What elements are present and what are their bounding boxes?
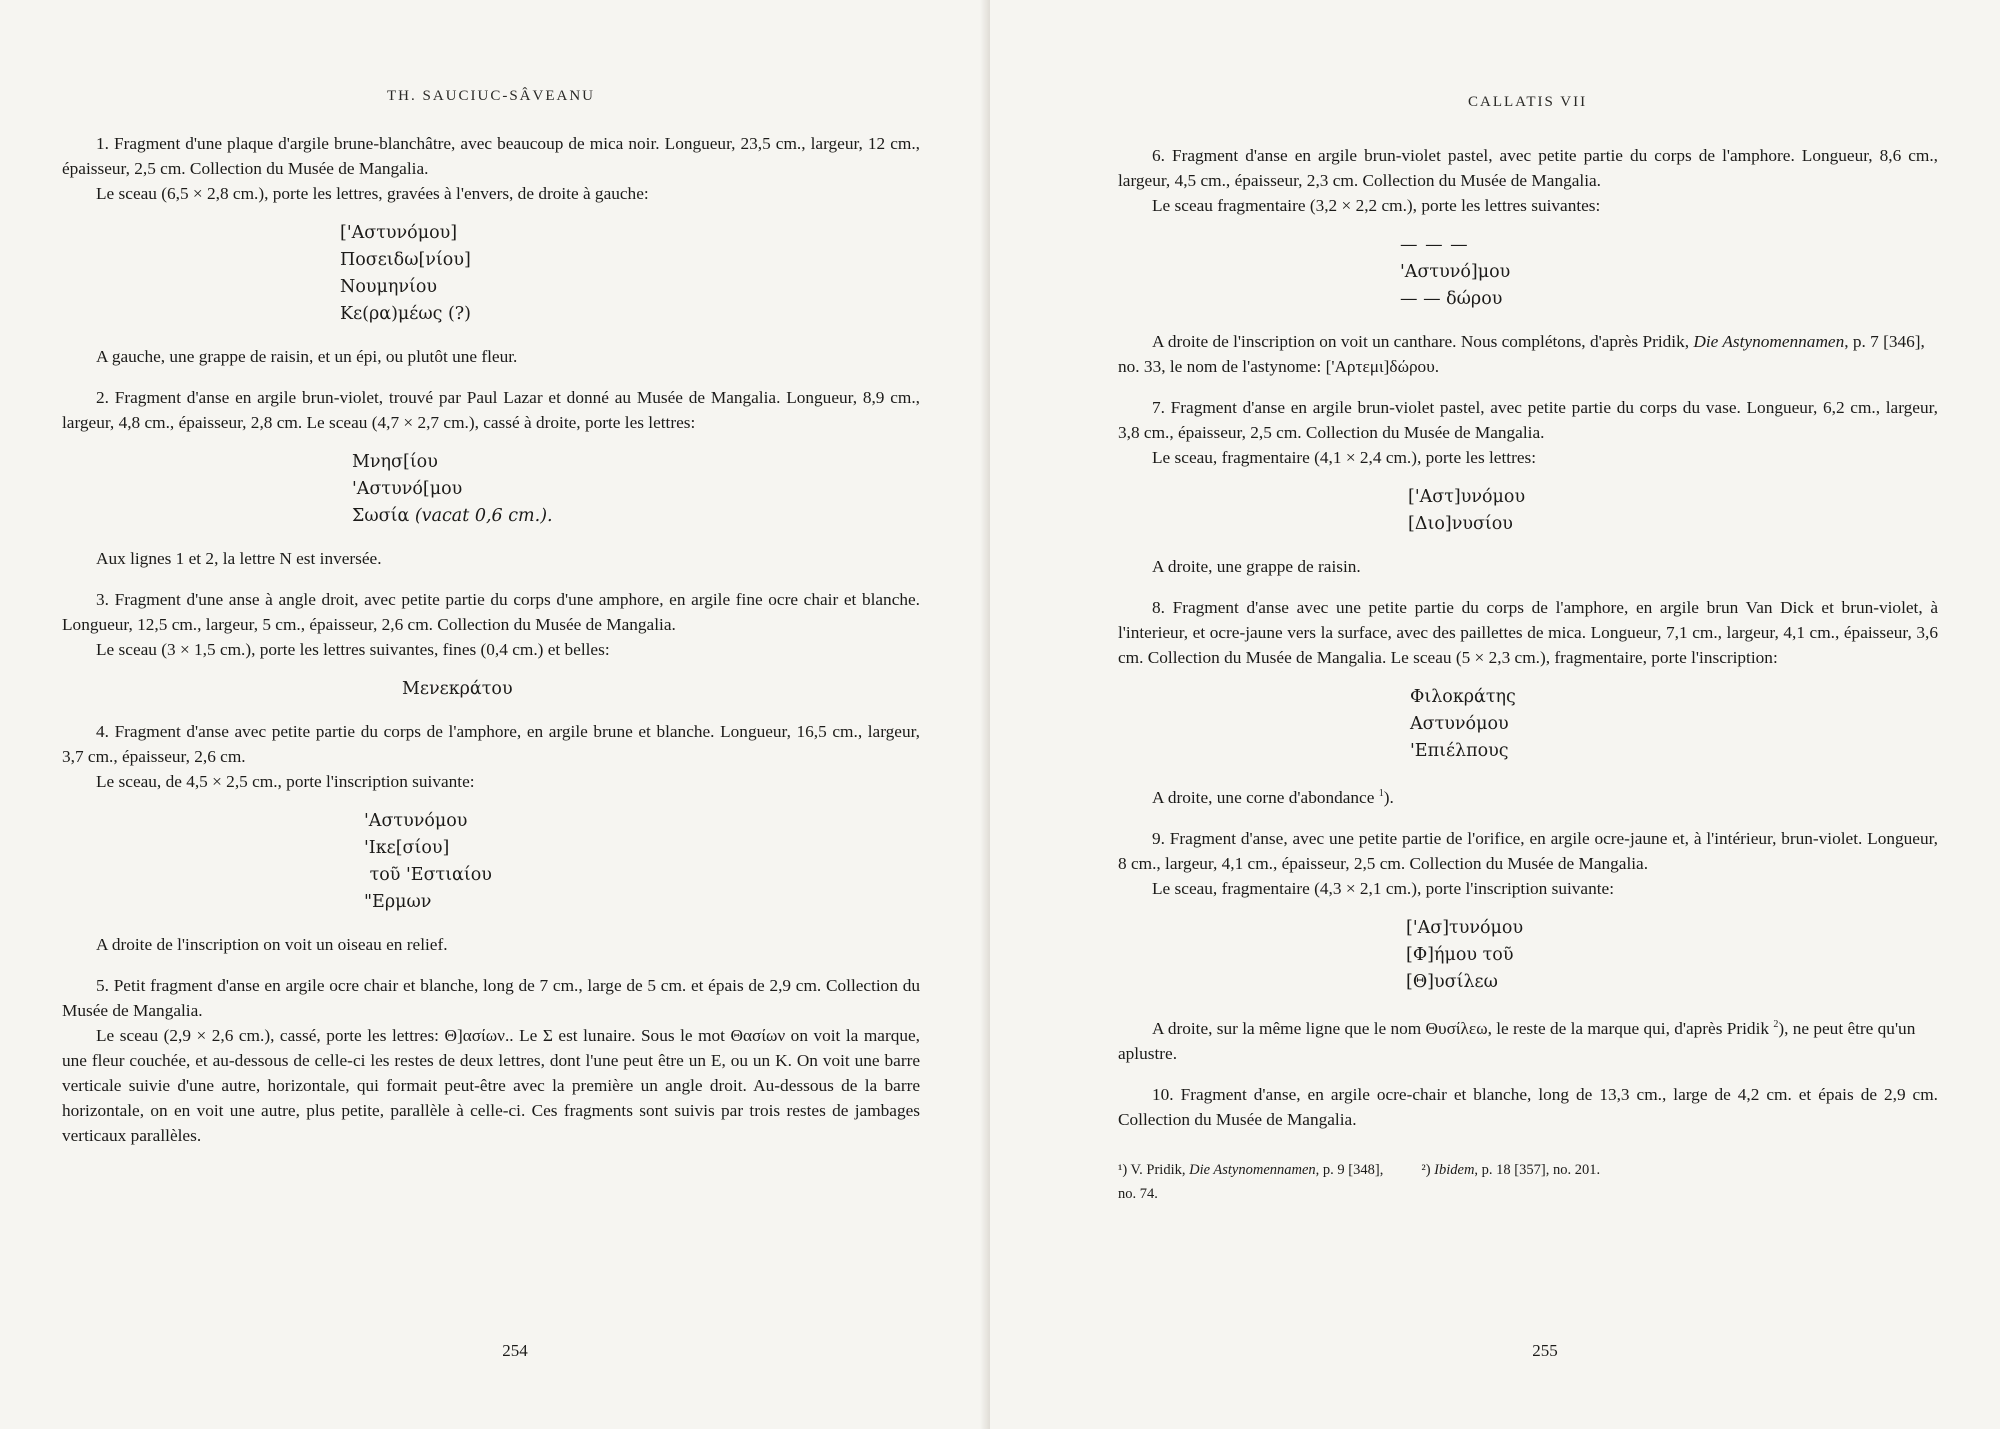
inscription-line: 'Επιέλπους [1410,741,1509,761]
inscription-line: 'Αστυνό]μου [1400,262,1511,282]
footnote-row [1118,1158,1938,1182]
remark-text: , p. 7 [346], no. 33, le nom de l'astynome: ['Αρτεμι]δώρου. [1118,332,1925,376]
vacat-note: (vacat 0,6 cm.). [414,506,553,526]
entry-8 [1118,595,1938,810]
inscription-line: [Διο]νυσίου [1408,514,1513,534]
entry-8-remark [1118,781,1938,810]
inscription-3 [62,676,920,703]
footnote-ref[interactable]: 2 [1773,1018,1779,1030]
remark-text: ). [1383,787,1394,807]
entry-3-description: 3. Fragment d'une anse à angle droit, avec petite partie du corps d'une amphore, en argile fine ocre chair et blanche. Longueur, 12,5 cm., largeur, 5 cm., épaisseur, 2,6 cm. Collection du Musée de Mangalia. [62,590,920,634]
inscription-line: ['Αστυνόμου] [340,223,458,243]
inscription-6 [1118,232,1938,313]
inscription-line: Ποσειδω[νίου] [340,250,471,270]
entry-4-remark: A droite de l'inscription on voit un oiseau en relief. [96,935,448,954]
inscription-9 [1118,915,1938,996]
inscription-line: Νουμηνίου [340,277,438,297]
inscription-word: Σωσία [352,506,410,526]
inscription-line: τοῦ 'Εστιαίου [364,865,492,885]
entry-6-remark [1118,329,1938,379]
footnote-1-pages: , p. 9 [348], [1315,1161,1384,1178]
inscription-line: Μνησ[ίου [352,452,438,472]
footnotes [1118,1158,1938,1206]
footnote-ref[interactable]: 1 [1378,788,1384,799]
inscription-line: Μενεκράτου [402,679,513,699]
page-number-right: 255 [1532,1341,1558,1360]
entry-7-description: 7. Fragment d'anse en argile brun-violet pastel, avec petite partie du corps du vase. Longueur, 6,2 cm., largeur, 3,8 cm., épaisseur, 2,5 cm. Collection du Musée de Mangalia. [1118,398,1938,442]
entry-8-description: 8. Fragment d'anse avec une petite partie du corps de l'amphore, en argile brun Van Dick et brun-violet, à l'interieur, et ocre-jaune vers la surface, avec des paillettes de mica. Longueur, 7,1 cm., largeur, 4,1 cm., épaisseur, 3,6 cm. Collection du Musée de Mangalia. Le sceau (5 × 2,3 cm.), fragmentaire, porte l'inscription: [1118,598,1938,667]
entry-7-remark: A droite, une grappe de raisin. [1152,557,1361,576]
entry-3-seal-text: Le sceau (3 × 1,5 cm.), porte les lettres suivantes, fines (0,4 cm.) et belles: [96,640,610,659]
page-number-left: 254 [502,1341,528,1360]
inscription-2 [62,449,920,530]
inscription-8 [1118,684,1938,765]
remark-text: A droite de l'inscription on voit un canthare. Nous complétons, d'après Pridik, [1152,332,1694,351]
inscription-line: 'Αστυνόμου [364,811,468,831]
remark-text: A droite, une corne d'abondance [1152,787,1375,807]
inscription-line: 'Αστυνό[μου [352,479,463,499]
footnote-2-text: ²) [1421,1161,1435,1178]
inscription-4 [62,808,920,916]
entry-7-seal-text: Le sceau, fragmentaire (4,1 × 2,4 cm.), porte les lettres: [1152,448,1537,467]
entry-9 [1118,826,1938,1066]
entry-9-description: 9. Fragment d'anse, avec une petite partie de l'orifice, en argile ocre-jaune et, à l'intérieur, brun-violet. Longueur, 8 cm., largeur, 4,1 cm., épaisseur, 2,5 cm. Collection du Musée de Mangalia. [1118,828,1938,873]
entry-10-description: 10. Fragment d'anse, en argile ocre-chair et blanche, long de 13,3 cm., large de 4,2 cm. et épais de 2,9 cm. Collection du Musée de Mangalia. [1118,1084,1938,1129]
running-head-right: CALLATIS VII [1468,94,1588,110]
inscription-line: — — — [1400,235,1469,255]
inscription-line: [Θ]υσίλεω [1406,971,1498,992]
entry-7 [1118,395,1938,579]
entry-10 [1118,1082,1938,1132]
entry-1-description: 1. Fragment d'une plaque d'argile brune-blanchâtre, avec beaucoup de mica noir. Longueur, 23,5 cm., largeur, 12 cm., épaisseur, 2,5 cm. Collection du Musée de Mangalia. [62,134,920,178]
entry-5-description: 5. Petit fragment d'anse en argile ocre chair et blanche, long de 7 cm., large de 5 cm. et épais de 2,9 cm. Collection du Musée de Mangalia. [62,976,920,1020]
inscription-line: "Ερμων [364,892,432,912]
footnote-2 [1421,1158,1600,1182]
entry-2-remark: Aux lignes 1 et 2, la lettre N est inversée. [96,549,382,568]
inscription-line: — — δώρου [1400,289,1503,309]
entry-6-seal-text: Le sceau fragmentaire (3,2 × 2,2 cm.), porte les lettres suivantes: [1152,196,1601,215]
running-head-left: TH. SAUCIUC-SÂVEANU [386,88,595,104]
entry-5 [62,973,920,1148]
right-page [990,0,2000,1429]
entry-6-description: 6. Fragment d'anse en argile brun-violet pastel, avec petite partie du corps de l'amphore. Longueur, 8,6 cm., largeur, 4,5 cm., épaisseur, 2,3 cm. Collection du Musée de Mangalia. [1118,146,1938,190]
left-page [0,0,990,1429]
entry-2-description: 2. Fragment d'anse en argile brun-violet, trouvé par Paul Lazar et donné au Musée de Mangalia. Longueur, 8,9 cm., largeur, 4,8 cm., épaisseur, 2,8 cm. Le sceau (4,7 × 2,7 cm.), cassé à droite, porte les lettres: [62,388,920,432]
inscription-line: Αστυνόμου [1410,714,1509,734]
entry-4 [62,719,920,957]
footnote-2-pages: , p. 18 [357], no. 201. [1474,1161,1601,1178]
entry-4-description: 4. Fragment d'anse avec petite partie du corps de l'amphore, en argile brune et blanche. Longueur, 16,5 cm., largeur, 3,7 cm., épaisseur, 2,6 cm. [62,722,920,766]
entry-1 [62,131,920,369]
inscription-7 [1118,484,1938,538]
footnote-1-work: Die Astynomennamen [1189,1161,1316,1178]
footnote-2-work: Ibidem [1434,1161,1475,1178]
entry-1-remark: A gauche, une grappe de raisin, et un épi, ou plutôt une fleur. [96,347,518,366]
inscription-line: ['Ασ]τυνόμου [1406,917,1524,938]
entry-6 [1118,143,1938,379]
entry-2 [62,385,920,571]
inscription-line: Φιλοκράτης [1410,687,1516,707]
entry-9-remark [1118,1012,1938,1066]
entry-4-seal-text: Le sceau, de 4,5 × 2,5 cm., porte l'inscription suivante: [96,772,475,791]
inscription-line: 'Ικε[σίου] [364,838,450,858]
inscription-line [352,503,920,530]
footnote-1-continuation: no. 74. [1118,1185,1158,1202]
inscription-line: ['Αστ]υνόμου [1408,487,1526,507]
cited-work: Die Astynomennamen [1693,332,1845,351]
inscription-1 [62,220,920,328]
entry-9-seal-text: Le sceau, fragmentaire (4,3 × 2,1 cm.), porte l'inscription suivante: [1152,878,1615,898]
footnote-1-text: ¹) V. Pridik, [1118,1161,1190,1178]
entry-1-seal-text: Le sceau (6,5 × 2,8 cm.), porte les lettres, gravées à l'envers, de droite à gauche: [96,184,649,203]
inscription-line: [Φ]ήμου τοῦ [1406,944,1514,965]
inscription-line: Κε(ρα)μέως (?) [340,304,472,324]
remark-text: ), ne peut être qu'un aplustre. [1118,1018,1916,1063]
remark-text: A droite, sur la même ligne que le nom Θυσίλεω, le reste de la marque qui, d'après Pridik [1152,1018,1770,1038]
entry-3 [62,587,920,703]
footnote-1 [1118,1158,1383,1182]
entry-5-seal-text: Le sceau (2,9 × 2,6 cm.), cassé, porte les lettres: Θ]ασίων.. Le Σ est lunaire. Sous le mot Θασίων on voit la marque, une fleur couchée, et au-dessous de celle-ci les restes de deux lettres, dont l'une peut être un E, ou un K. On voit une barre verticale suivie d'une autre, horizontale, qui formait peut-être avec la première un angle droit. Au-dessous de la barre horizontale, on en voit une autre, plus petite, parallèle à celle-ci. Ces fragments sont suivis par trois restes de jambages verticaux parallèles. [62,1026,920,1145]
